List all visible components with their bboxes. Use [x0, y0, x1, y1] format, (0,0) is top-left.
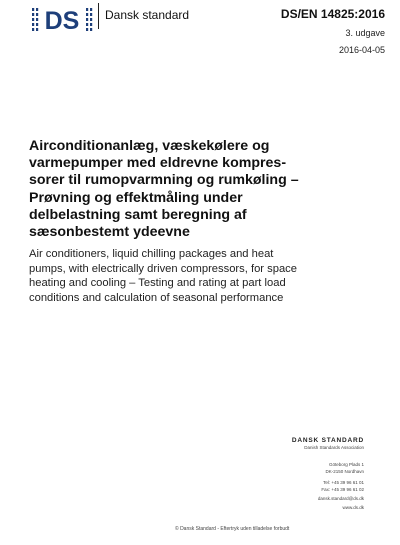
- footer-address-line1: Göteborg Plads 1: [328, 462, 364, 468]
- footer-org-subtitle: Danish Standards Association: [304, 445, 364, 450]
- title-danish-line: sæsonbestemt ydeevne: [29, 224, 190, 241]
- edition: 3. udgave: [345, 28, 385, 38]
- header-divider: [98, 3, 99, 29]
- title-danish-line: Airconditionanlæg, væskekølere og: [29, 138, 270, 154]
- footer-tel: Tel: +45 39 96 61 01: [323, 480, 364, 486]
- dansk-standard-logo: [32, 6, 94, 32]
- copyright-notice: © Dansk Standard - Eftertryk uden tilladelse forbudt: [175, 526, 290, 532]
- standard-id: DS/EN 14825:2016: [280, 7, 385, 21]
- footer-address-line2: DK-2150 Nordhavn: [325, 468, 364, 474]
- footer-fax: Fax: +45 39 96 61 02: [321, 486, 364, 492]
- title-danish-line: varmepumper med eldrevne kompres-: [29, 155, 287, 172]
- footer-web: www.ds.dk: [342, 505, 364, 511]
- title-danish: [29, 138, 379, 241]
- title-english-line: heating and cooling – Testing and rating at part load: [29, 277, 286, 290]
- footer-org-name: DANSK STANDARD: [291, 437, 364, 444]
- publisher-contact-block: [292, 437, 364, 512]
- publisher-label: Dansk standard: [105, 8, 190, 22]
- title-danish-line: delbelastning samt beregning af: [29, 206, 247, 223]
- publication-date: 2016-04-05: [338, 45, 385, 55]
- title-danish-line: sorer til rumopvarmning og rumkøling –: [29, 172, 299, 189]
- footer-email: dansk.standard@ds.dk: [317, 496, 364, 502]
- title-english-line: conditions and calculation of seasonal performance: [29, 291, 284, 304]
- title-english-line: pumps, with electrically driven compressors, for space: [29, 262, 297, 275]
- title-english: [29, 247, 384, 305]
- title-danish-line: Prøvning og effektmåling under: [29, 189, 243, 206]
- logo-text: DS: [44, 7, 80, 32]
- title-english-line: Air conditioners, liquid chilling packages and heat: [29, 248, 274, 260]
